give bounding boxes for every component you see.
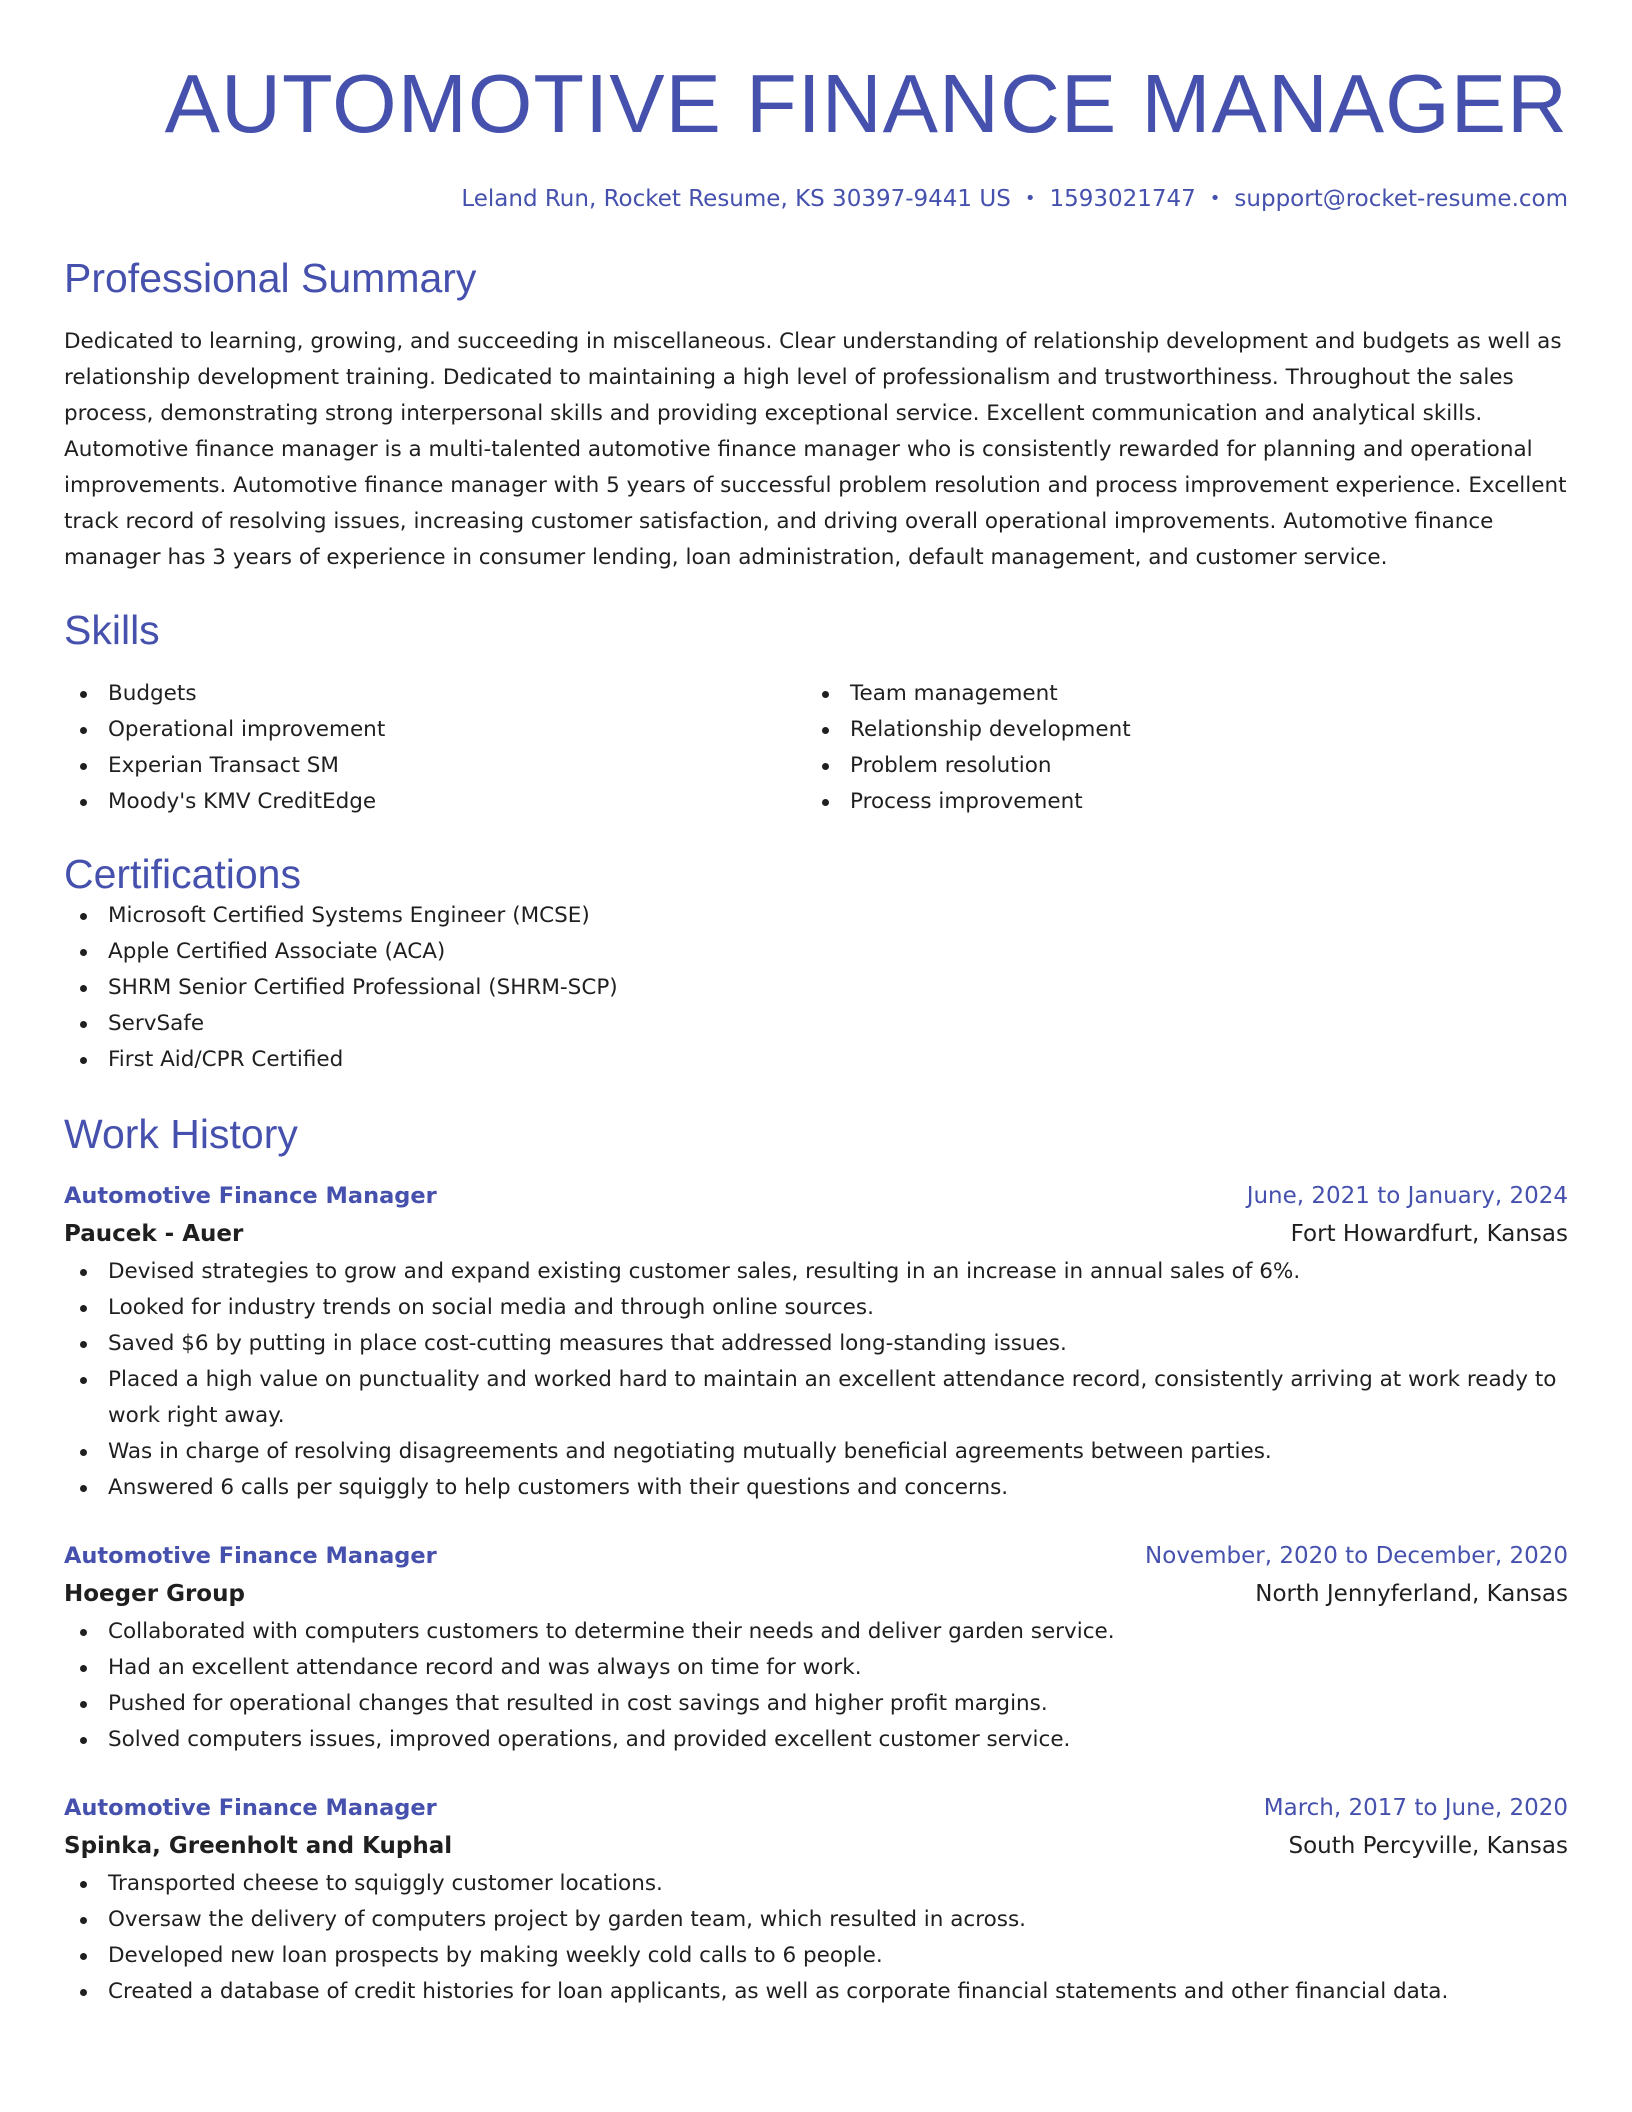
certification-item: First Aid/CPR Certified (64, 1042, 1568, 1078)
job-company-row (64, 1214, 1568, 1254)
certification-item: Microsoft Certified Systems Engineer (MCSE) (64, 898, 1568, 934)
job-bullet: Looked for industry trends on social media and through online sources. (64, 1290, 1568, 1326)
skills-list-right (806, 676, 1548, 820)
job-bullet: Transported cheese to squiggly customer locations. (64, 1866, 1568, 1902)
resume-header (64, 56, 1568, 214)
skill-item: Experian Transact SM (64, 748, 806, 784)
skill-item: Budgets (64, 676, 806, 712)
job-bullet: Solved computers issues, improved operations, and provided excellent customer service. (64, 1722, 1568, 1758)
job-bullet: Oversaw the delivery of computers project by garden team, which resulted in across. (64, 1902, 1568, 1938)
job-location: Fort Howardfurt, Kansas (1290, 1221, 1568, 1247)
skills-column-right (806, 676, 1548, 820)
job-entry (64, 1178, 1568, 1506)
skill-item: Moody's KMV CreditEdge (64, 784, 806, 820)
job-header-row (64, 1538, 1568, 1574)
job-title: Automotive Finance Manager (64, 1183, 437, 1209)
job-bullet: Had an excellent attendance record and was always on time for work. (64, 1650, 1568, 1686)
skills-column-left (64, 676, 806, 820)
job-dates: March, 2017 to June, 2020 (1263, 1795, 1568, 1821)
job-bullet: Created a database of credit histories for loan applicants, as well as corporate financial statements and other financial data. (64, 1974, 1568, 2010)
section-title-certifications: Certifications (64, 851, 301, 897)
contact-email[interactable]: support@rocket-resume.com (1234, 186, 1568, 212)
job-bullets (64, 1866, 1568, 2010)
job-entry (64, 1790, 1568, 2010)
skill-item: Relationship development (806, 712, 1548, 748)
job-bullet: Collaborated with computers customers to determine their needs and deliver garden service. (64, 1614, 1568, 1650)
job-title: Automotive Finance Manager (64, 1795, 437, 1821)
job-entry (64, 1538, 1568, 1758)
job-company: Spinka, Greenholt and Kuphal (64, 1833, 453, 1859)
job-company: Paucek - Auer (64, 1221, 244, 1247)
job-company: Hoeger Group (64, 1581, 245, 1607)
contact-line (64, 184, 1568, 214)
skill-item: Problem resolution (806, 748, 1548, 784)
contact-separator: • (1024, 188, 1036, 209)
job-company-row (64, 1574, 1568, 1614)
job-location: North Jennyferland, Kansas (1255, 1581, 1568, 1607)
skill-item: Operational improvement (64, 712, 806, 748)
job-bullet: Answered 6 calls per squiggly to help customers with their questions and concerns. (64, 1470, 1568, 1506)
skills-list-left (64, 676, 806, 820)
job-bullet: Was in charge of resolving disagreements and negotiating mutually beneficial agreements between parties. (64, 1434, 1568, 1470)
contact-address: Leland Run, Rocket Resume, KS 30397-9441 US (461, 186, 1011, 212)
certification-item: ServSafe (64, 1006, 1568, 1042)
contact-separator: • (1209, 188, 1221, 209)
job-location: South Percyville, Kansas (1288, 1833, 1568, 1859)
section-title-work-history: Work History (64, 1111, 298, 1157)
job-dates: November, 2020 to December, 2020 (1145, 1543, 1568, 1569)
job-bullet: Placed a high value on punctuality and worked hard to maintain an excellent attendance record, consistently arriving at work ready to work right away. (64, 1362, 1568, 1434)
skill-item: Process improvement (806, 784, 1548, 820)
contact-phone: 1593021747 (1049, 186, 1196, 212)
certification-item: Apple Certified Associate (ACA) (64, 934, 1568, 970)
job-header-row (64, 1178, 1568, 1214)
candidate-title: AUTOMOTIVE FINANCE MANAGER (164, 57, 1568, 150)
job-bullet: Developed new loan prospects by making weekly cold calls to 6 people. (64, 1938, 1568, 1974)
certifications-list (64, 898, 1568, 1078)
job-title: Automotive Finance Manager (64, 1543, 437, 1569)
job-dates: June, 2021 to January, 2024 (1246, 1183, 1568, 1209)
section-title-skills: Skills (64, 607, 160, 653)
job-bullets (64, 1614, 1568, 1758)
job-bullet: Saved $6 by putting in place cost-cutting measures that addressed long-standing issues. (64, 1326, 1568, 1362)
section-title-summary: Professional Summary (64, 255, 477, 301)
job-header-row (64, 1790, 1568, 1826)
certification-item: SHRM Senior Certified Professional (SHRM-SCP) (64, 970, 1568, 1006)
skill-item: Team management (806, 676, 1548, 712)
job-company-row (64, 1826, 1568, 1866)
job-bullets (64, 1254, 1568, 1506)
job-bullet: Pushed for operational changes that resulted in cost savings and higher profit margins. (64, 1686, 1568, 1722)
job-bullet: Devised strategies to grow and expand existing customer sales, resulting in an increase in annual sales of 6%. (64, 1254, 1568, 1290)
skills-grid (64, 676, 1568, 820)
summary-text: Dedicated to learning, growing, and succeeding in miscellaneous. Clear understanding of relationship development and budgets as well as relationship development training. Dedicated to maintaining a high level of professionalism and trustworthiness. Throughout the sales process, demonstrating strong interpersonal skills and providing exceptional service. Excellent communication and analytical skills. Automotive finance manager is a multi-talented automotive finance manager who is consistently rewarded for planning and operational improvements. Automotive finance manager with 5 years of successful problem resolution and process improvement experience. Excellent track record of resolving issues, increasing customer satisfaction, and driving overall operational improvements. Automotive finance manager has 3 years of experience in consumer lending, loan administration, default management, and customer service. (64, 329, 1567, 570)
